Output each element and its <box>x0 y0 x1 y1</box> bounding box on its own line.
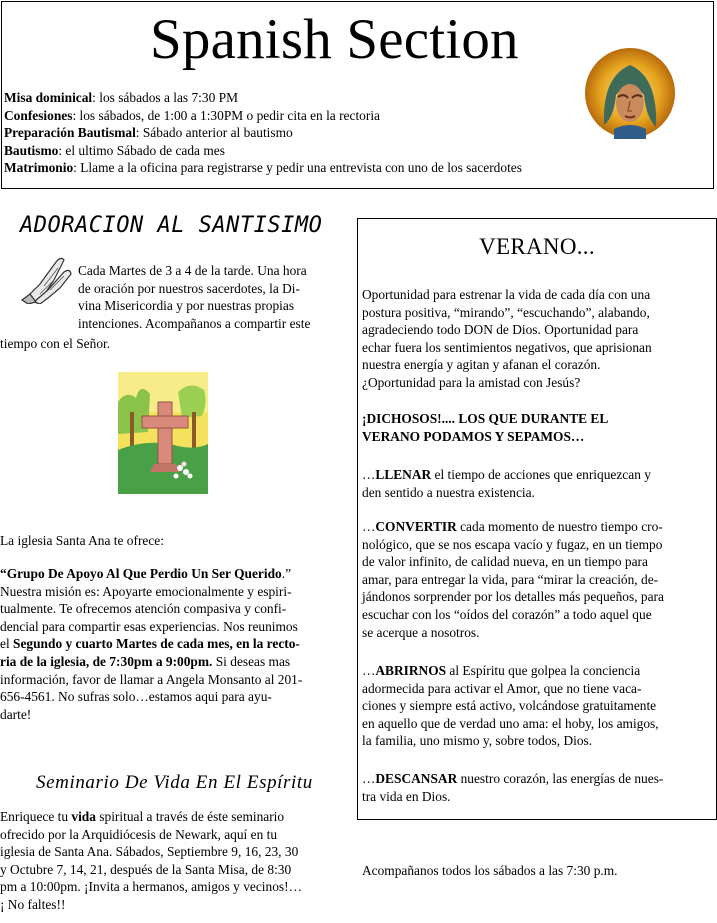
verano-descansar <box>362 770 714 805</box>
text-span: … <box>362 467 376 482</box>
acompananos-text: Acompañanos todos los sábados a las 7:30 p.m. <box>362 863 618 878</box>
text-line: escuchar con los “oídos del corazón” a todo aquel que <box>362 606 652 622</box>
text-line: ¡ No faltes!! <box>0 896 66 912</box>
text-line: darte! <box>0 706 32 722</box>
adoracion-text-full: tiempo con el Señor. <box>0 336 111 351</box>
cross-clipart-icon <box>118 372 208 494</box>
text-line: amar, para entregar la vida, para “mirar la creación, de- <box>362 571 659 587</box>
schedule-item <box>4 89 704 107</box>
schedule-label: Matrimonio <box>4 160 74 176</box>
adoracion-text-indent <box>78 262 352 332</box>
text-line: en aquello que de verdad uno ama: el hoby, los amigos, <box>362 715 659 731</box>
schedule-text: : Llame a la oficina para registrarse y pedir una entrevista con uno de los sacerdotes <box>73 160 522 176</box>
seminario-paragraph <box>0 808 355 914</box>
text-span: … <box>362 519 376 534</box>
text-span: .” <box>281 566 292 581</box>
text-line: y Octubre 7, 14, 21, después de la Santa Misa, de 8:30 <box>0 861 292 877</box>
verano-abrirnos <box>362 662 714 750</box>
text-line: nuestra energía y agitan y afanan el corazón. <box>362 357 601 373</box>
text-line: Cada Martes de 3 a 4 de la tarde. Una hora <box>78 263 307 278</box>
schedule-label: Bautismo <box>4 142 59 158</box>
text-line: la familia, uno mismo y, sobre todos, Dios. <box>362 733 593 749</box>
schedule-label: Confesiones <box>4 107 73 123</box>
text-line <box>0 808 355 826</box>
grupo-name: “Grupo De Apoyo Al Que Perdio Un Ser Querido <box>0 566 282 581</box>
text-line: de oración por nuestros sacerdotes, la Di- <box>78 280 300 296</box>
schedule-text: : el ultimo Sábado de cada mes <box>58 142 225 158</box>
schedule-list <box>4 89 704 177</box>
text-line: ofrecido por la Arquidiócesis de Newark, aquí en tu <box>0 826 278 842</box>
schedule-label: Preparación Bautismal <box>4 125 136 141</box>
text-span: spiritual a través de éste seminario <box>95 809 285 824</box>
verano-title: VERANO... <box>479 234 595 259</box>
text-line: dencial para compartir esas experiencias. Nos reunimos <box>0 618 298 634</box>
seminario-title: Seminario De Vida En El Espíritu <box>36 772 313 793</box>
text-span: al Espíritu que golpea la conciencia <box>446 663 641 678</box>
bold-span: ria de la iglesia, de 7:30pm a 9:00pm. <box>0 653 213 669</box>
text-line: vina Misericordia y por nuestras propias <box>78 298 295 314</box>
schedule-item <box>4 107 704 125</box>
text-line: Oportunidad para estrenar la vida de cada día con una <box>362 287 651 302</box>
verano-llenar <box>362 466 714 501</box>
text-span: … <box>362 771 376 786</box>
text-line: de valor infinito, de calidad nueva, en un tiempo para <box>362 554 648 570</box>
page-title: Spanish Section <box>150 8 519 71</box>
text-line <box>0 565 355 583</box>
text-line: echar fuera los sentimientos negativos, que aprisionan <box>362 339 652 355</box>
keyword: LLENAR <box>375 467 432 482</box>
text-span: Si deseas mas <box>212 653 291 669</box>
text-line <box>362 466 714 484</box>
text-line: nológico, que se nos escapa vacío y fugaz, en un tiempo <box>362 536 663 552</box>
text-span: el <box>0 636 14 652</box>
schedule-text: : los sábados, de 1:00 a 1:30PM o pedir cita en la rectoria <box>72 107 380 123</box>
verano-dichosos <box>362 410 714 445</box>
text-line: VERANO PODAMOS Y SEPAMOS… <box>362 428 585 444</box>
schedule-item <box>4 142 704 160</box>
schedule-text: : los sábados a las 7:30 PM <box>92 90 238 105</box>
text-line: den sentido a nuestra existencia. <box>362 484 535 500</box>
text-line: jándonos sorprender por los detalles más pequeños, para <box>362 589 664 605</box>
text-span: nuestro corazón, las energías de nues- <box>457 771 664 786</box>
text-line <box>362 518 714 536</box>
text-span: cada momento de nuestro tiempo cro- <box>456 519 663 534</box>
text-line: intenciones. Acompañanos a compartir este <box>78 315 311 331</box>
text-span: Enriquece tu <box>0 809 72 824</box>
schedule-item <box>4 159 704 177</box>
bold-span: Segundo y cuarto Martes de cada mes, en la recto- <box>13 636 300 652</box>
text-line: pm a 10:00pm. ¡Invita a hermanos, amigos y vecinos!… <box>0 879 302 895</box>
text-line: ciones y siempre está activo, volcándose gratuitamente <box>362 698 657 714</box>
text-line: postura positiva, “mirando”, “escuchando”, alabando, <box>362 304 650 320</box>
schedule-item <box>4 124 704 142</box>
text-line <box>0 653 355 671</box>
bold-span: vida <box>71 809 96 824</box>
text-line: 656-4561. No sufras solo…estamos aqui para ayu- <box>0 689 272 705</box>
verano-convertir <box>362 518 714 641</box>
keyword: CONVERTIR <box>375 519 457 534</box>
text-line: información, favor de llamar a Angela Monsanto al 201- <box>0 671 303 687</box>
text-line <box>0 635 355 653</box>
text-line: se acerque a nosotros. <box>362 624 480 640</box>
text-line <box>362 770 714 788</box>
keyword: DESCANSAR <box>375 771 458 786</box>
schedule-label: Misa dominical <box>4 90 93 105</box>
text-line: iglesia de Santa Ana. Sábados, Septiembre 9, 16, 23, 30 <box>0 844 299 860</box>
text-line: ¿Oportunidad para la amistad con Jesús? <box>362 374 581 390</box>
text-span: el tiempo de acciones que enriquezcan y <box>431 467 651 482</box>
text-span: … <box>362 663 376 678</box>
text-line: tra vida en Dios. <box>362 788 451 804</box>
schedule-text: : Sábado anterior al bautismo <box>135 125 293 141</box>
grupo-intro: La iglesia Santa Ana te ofrece: <box>0 533 164 548</box>
text-line: agradeciendo todo DON de Dios. Oportunidad para <box>362 322 639 338</box>
text-line: Nuestra misión es: Apoyarte emocionalmente y espiri- <box>0 583 292 599</box>
adoracion-title: ADORACION AL SANTISIMO <box>20 213 323 238</box>
grupo-paragraph <box>0 565 355 723</box>
praying-hands-icon <box>20 250 76 304</box>
keyword: ABRIRNOS <box>375 663 447 678</box>
verano-intro <box>362 286 714 392</box>
text-line: ¡DICHOSOS!.... LOS QUE DURANTE EL <box>362 411 609 426</box>
text-line: tualmente. Te ofrecemos atención compasiva y confi- <box>0 601 287 617</box>
text-line <box>362 662 714 680</box>
text-line: adormecida para activar el Amor, que no tiene vaca- <box>362 680 642 696</box>
